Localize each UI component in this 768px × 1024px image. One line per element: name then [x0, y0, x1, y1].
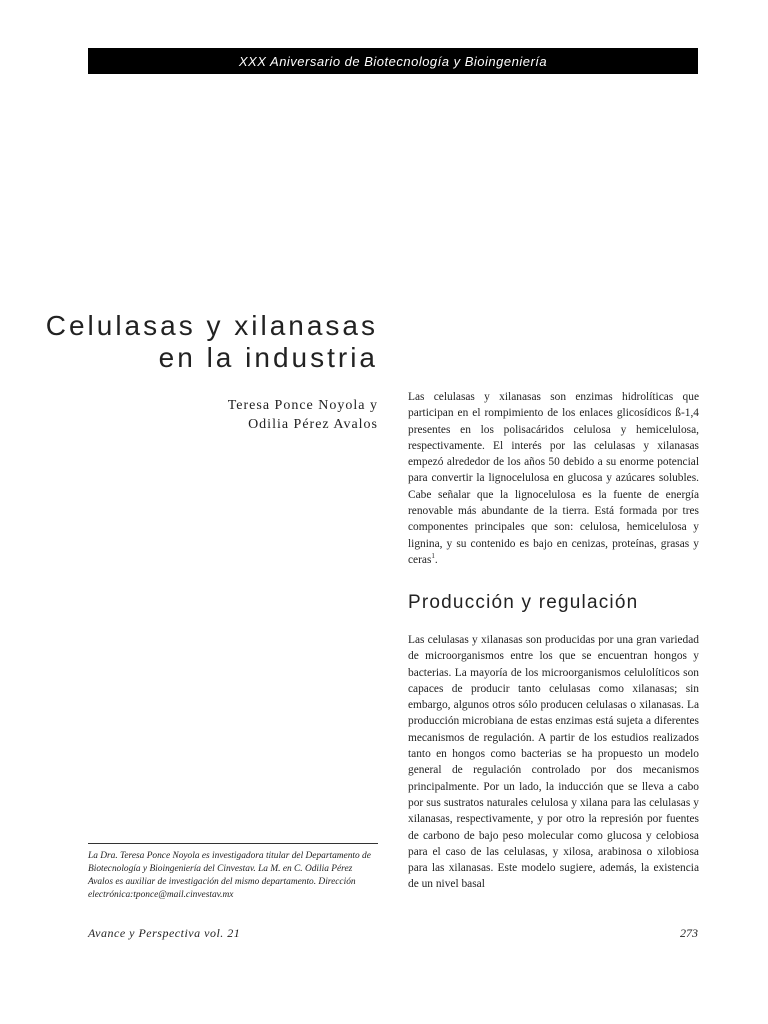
article-authors [228, 396, 378, 434]
journal-footer: Avance y Perspectiva vol. 21 [88, 926, 241, 940]
page-number: 273 [680, 926, 698, 940]
author-line-1: Teresa Ponce Noyola y [227, 398, 378, 413]
article-title [46, 310, 378, 374]
author-line-2: Odilia Pérez Avalos [248, 417, 378, 432]
running-header-banner [88, 48, 698, 74]
author-footnote: La Dra. Teresa Ponce Noyola es investigadora titular del Departamento de Biotecnología y Bioingeniería del Cinvestav. La M. en C. Odilia Pérez Avalos es auxiliar de investigación del mismo departamento. Dirección electrónica:tponce@mail.cinvestav.mx [88, 851, 371, 900]
section-body: Las celulasas y xilanasas son producidas por una gran variedad de microorganismos entre los que se encuentran hongos y bacterias. La mayoría de los microorganismos celulolíticos son capaces de producir tanto celulasas como xilanasas; sin embargo, algunos otros sólo producen celulasas o xilanasas. La producción microbiana de estas enzimas está sujeta a diferentes mecanismos de regulación. A partir de los estudios realizados tanto en hongos como bacterias se ha propuesto un modelo general de regulación controlado por dos mecanismos principalmente. Por un lado, la inducción que se lleva a cabo por sus sustratos naturales celulosa y xilana para las celulasas y xilanasas, respectivamente, y por otro la represión por fuentes de carbono de bajo peso molecular como glucosa y celobiosa para el caso de las celulasas, y xilosa, arabinosa o xilobiosa para las xilanasas. Este modelo sugiere, además, la existencia de un nivel basal [408, 634, 699, 891]
abstract-end: . [434, 553, 438, 566]
footnote-divider [88, 843, 378, 844]
reference-marker: 1 [431, 552, 435, 561]
article-title-line-2: en la industria [158, 342, 378, 373]
article-abstract [408, 389, 699, 568]
article-title-line-1: Celulasas y xilanasas [45, 310, 378, 341]
abstract-text: Las celulasas y xilanasas son enzimas hidrolíticas que participan en el rompimiento de los enlaces glicosídicos ß-1,4 presentes en los polisacáridos celulosa y hemicelulosa, respectivamente. El interés por las celulasas y xilanasas empezó alrededor de los años 50 debido a su enorme potencial para convertir la lignocelulosa en glucosa y azúcares solubles. Cabe señalar que la lignocelulosa es la fuente de energía renovable más abundante de la tierra. Está formada por tres componentes principales que son: celulosa, hemicelulosa y lignina, y su contenido es bajo en cenizas, proteínas, grasas y ceras [408, 391, 699, 566]
section-heading: Producción y regulación [408, 592, 639, 613]
running-header-text: XXX Aniversario de Biotecnología y Bioingeniería [238, 53, 548, 69]
